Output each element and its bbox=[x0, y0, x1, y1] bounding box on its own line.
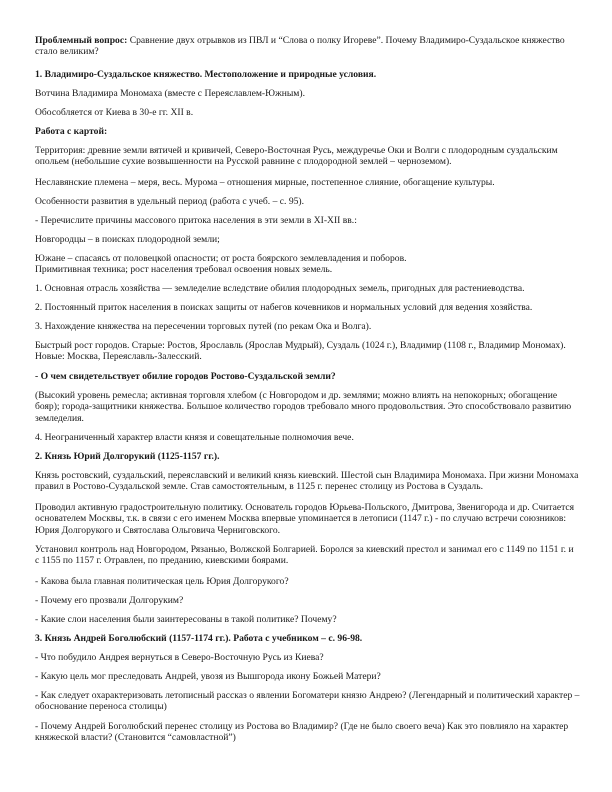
list-item: 1. Основная отрасль хозяйства — земледелие вследствие обилия плодородных земель, пригодных для растениеводства. bbox=[35, 283, 525, 294]
paragraph: Примитивная техника; рост населения требовал освоения новых земель. bbox=[35, 264, 333, 275]
question: - Какую цель мог преследовать Андрей, увозя из Вышгорода икону Божьей Матери? bbox=[35, 671, 381, 682]
paragraph: Быстрый рост городов. Старые: Ростов, Ярославль (Ярослав Мудрый), Суздаль (1024 г.), Владимир (1108 г., Владимир Мономах). Новые: Москва, Переяславль-Залесский. bbox=[35, 340, 566, 363]
question: - Какова была главная политическая цель Юрия Долгорукого? bbox=[35, 576, 289, 587]
problem-text: Сравнение двух отрывков из ПВЛ и “Слова о полку Игореве”. Почему Владимиро-Суздальское княжество стало великим? bbox=[35, 35, 565, 58]
question: - Почему его прозвали Долгоруким? bbox=[35, 595, 184, 606]
paragraph: Неславянские племена – меря, весь. Мурома – отношения мирные, постепенное слияние, обогащение культуры. bbox=[35, 177, 495, 188]
paragraph: Обособляется от Киева в 30-е гг. XII в. bbox=[35, 107, 194, 118]
paragraph: Новгородцы – в поисках плодородной земли; bbox=[35, 234, 220, 245]
problem-label: Проблемный вопрос: bbox=[35, 35, 128, 46]
section-3-heading: 3. Князь Андрей Боголюбский (1157-1174 гг.). Работа с учебником – с. 96-98. bbox=[35, 633, 363, 644]
list-item: 4. Неограниченный характер власти князя и совещательные полномочия вече. bbox=[35, 432, 354, 443]
paragraph: Южане – спасаясь от половецкой опасности; от роста боярского землевладения и поборов. bbox=[35, 253, 407, 264]
problem-question bbox=[35, 35, 580, 58]
question: - Как следует охарактеризовать летописный рассказ о явлении Богоматери князю Андрею? (Легендарный и политический характер – обоснование переноса столицы) bbox=[35, 690, 580, 713]
paragraph: Князь ростовский, суздальский, переяславский и великий князь киевский. Шестой сын Владимира Мономаха. При жизни Мономаха правил в Ростово-Суздальской земле. Став самостоятельным, в 1125 г. перенес столицу из Ростова в Суздаль. bbox=[35, 470, 579, 493]
section-1-heading: 1. Владимиро-Суздальское княжество. Местоположение и природные условия. bbox=[35, 69, 377, 80]
list-item: 2. Постоянный приток населения в поисках защиты от набегов кочевников и нормальных условий для ведения хозяйства. bbox=[35, 302, 533, 313]
question: - Какие слои населения были заинтересованы в такой политике? Почему? bbox=[35, 614, 337, 625]
paragraph: Территория: древние земли вятичей и кривичей, Северо-Восточная Русь, междуречье Оки и Волги с плодородным суздальским опольем (небольшие сухие возвышенности на Русской равнине с плодородной землей – черноземом). bbox=[35, 145, 558, 168]
section-2-heading: 2. Князь Юрий Долгорукий (1125-1157 гг.). bbox=[35, 451, 220, 462]
question-bold: - О чем свидетельствует обилие городов Ростово-Суздальской земли? bbox=[35, 371, 336, 382]
question: - Перечислите причины массового притока населения в эти земли в XI-XII вв.: bbox=[35, 215, 357, 226]
paragraph: Вотчина Владимира Мономаха (вместе с Переяславлем-Южным). bbox=[35, 88, 305, 99]
question: - Что побудило Андрея вернуться в Северо-Восточную Русь из Киева? bbox=[35, 652, 324, 663]
paragraph: (Высокий уровень ремесла; активная торговля хлебом (с Новгородом и др. землями; можно влиять на непокорных; обогащение бояр); города-защитники княжества. Большое количество городов требовало много продовольствия. Это способствовало развитию земледелия. bbox=[35, 390, 572, 424]
paragraph: Проводил активную градостроительную политику. Основатель городов Юрьева-Польского, Дмитрова, Звенигорода и др. Считается основателем Москвы, т.к. в связи с его именем Москва впервые упоминается в летописи (1147 г.) - по случаю встречи союзников: Юрия Долгорукого и Святослава Ольговича Черниговского. bbox=[35, 502, 575, 536]
subheading-map-work: Работа с картой: bbox=[35, 126, 108, 137]
paragraph: Установил контроль над Новгородом, Рязанью, Волжской Болгарией. Боролся за киевский престол и занимал его с 1149 по 1151 г. и с 1155 по 1157 г. Отравлен, по преданию, киевскими боярами. bbox=[35, 544, 574, 567]
question: - Почему Андрей Боголюбский перенес столицу из Ростова во Владимир? (Где не было своего веча) Как это повлияло на характер княжеской власти? (Становится “самовластной”) bbox=[35, 721, 569, 744]
paragraph: Особенности развития в удельный период (работа с учеб. – с. 95). bbox=[35, 196, 305, 207]
list-item: 3. Нахождение княжества на пересечении торговых путей (по рекам Ока и Волга). bbox=[35, 321, 372, 332]
